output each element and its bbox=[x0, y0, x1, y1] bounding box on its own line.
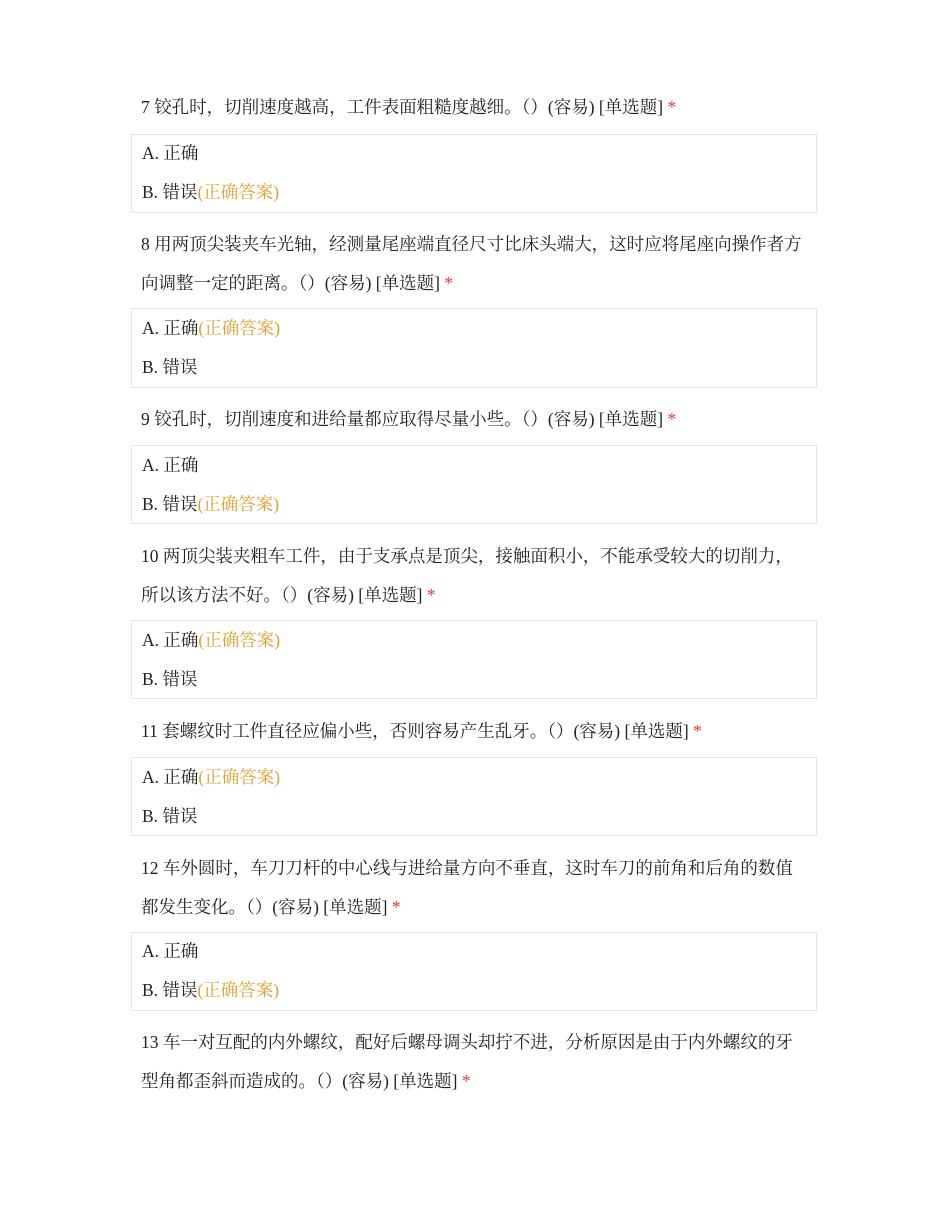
question-8 bbox=[141, 225, 809, 303]
correct-answer-tag: (正确答案) bbox=[198, 630, 281, 650]
option-a[interactable]: A. 正确 bbox=[142, 941, 199, 961]
correct-answer-tag: (正确答案) bbox=[198, 318, 281, 338]
options-box-9 bbox=[131, 445, 817, 524]
question-text: 11 套螺纹时工件直径应偏小些，否则容易产生乱牙。（）(容易) [单选题] bbox=[141, 721, 689, 741]
question-text: 9 铰孔时，切削速度和进给量都应取得尽量小些。（）(容易) [单选题] bbox=[141, 409, 664, 429]
question-7 bbox=[141, 88, 809, 127]
option-a[interactable]: A. 正确 bbox=[142, 143, 199, 163]
options-box-7 bbox=[131, 134, 817, 213]
required-mark: * bbox=[693, 721, 702, 741]
option-a[interactable]: A. 正确(正确答案) bbox=[142, 318, 281, 338]
question-10 bbox=[141, 537, 809, 615]
required-mark: * bbox=[667, 97, 677, 117]
question-11 bbox=[141, 712, 809, 751]
options-box-11 bbox=[131, 757, 817, 836]
correct-answer-tag: (正确答案) bbox=[198, 767, 281, 787]
correct-answer-tag: (正确答案) bbox=[197, 980, 280, 1000]
question-13 bbox=[141, 1023, 809, 1101]
correct-answer-tag: (正确答案) bbox=[197, 494, 280, 514]
required-mark: * bbox=[444, 273, 454, 293]
required-mark: * bbox=[461, 1071, 471, 1091]
option-b[interactable]: B. 错误(正确答案) bbox=[142, 980, 280, 1000]
required-mark: * bbox=[391, 897, 401, 917]
option-b[interactable]: B. 错误 bbox=[142, 669, 198, 689]
correct-answer-tag: (正确答案) bbox=[197, 182, 280, 202]
option-a[interactable]: A. 正确(正确答案) bbox=[142, 767, 281, 787]
question-text: 10 两顶尖装夹粗车工件，由于支承点是顶尖，接触面积小，不能承受较大的切削力，所以该方法不好。（）(容易) [单选题] bbox=[141, 546, 793, 605]
options-box-8 bbox=[131, 308, 817, 388]
question-12 bbox=[141, 849, 809, 927]
option-b[interactable]: B. 错误 bbox=[142, 357, 198, 377]
question-text: 13 车一对互配的内外螺纹，配好后螺母调头却拧不进，分析原因是由于内外螺纹的牙型角都歪斜而造成的。（）(容易) [单选题] bbox=[141, 1032, 793, 1091]
options-box-10 bbox=[131, 620, 817, 699]
option-b[interactable]: B. 错误(正确答案) bbox=[142, 182, 280, 202]
option-b[interactable]: B. 错误(正确答案) bbox=[142, 494, 280, 514]
question-text: 7 铰孔时，切削速度越高，工件表面粗糙度越细。（）(容易) [单选题] bbox=[141, 97, 664, 117]
required-mark: * bbox=[667, 409, 677, 429]
question-text: 12 车外圆时，车刀刀杆的中心线与进给量方向不垂直，这时车刀的前角和后角的数值都发生变化。（）(容易) [单选题] bbox=[141, 858, 793, 917]
question-9 bbox=[141, 400, 809, 439]
option-a[interactable]: A. 正确(正确答案) bbox=[142, 630, 281, 650]
question-text: 8 用两顶尖装夹车光轴，经测量尾座端直径尺寸比床头端大，这时应将尾座向操作者方向调整一定的距离。（）(容易) [单选题] bbox=[141, 234, 802, 293]
options-box-12 bbox=[131, 932, 817, 1011]
required-mark: * bbox=[426, 585, 436, 605]
option-b[interactable]: B. 错误 bbox=[142, 806, 198, 826]
option-a[interactable]: A. 正确 bbox=[142, 455, 199, 475]
